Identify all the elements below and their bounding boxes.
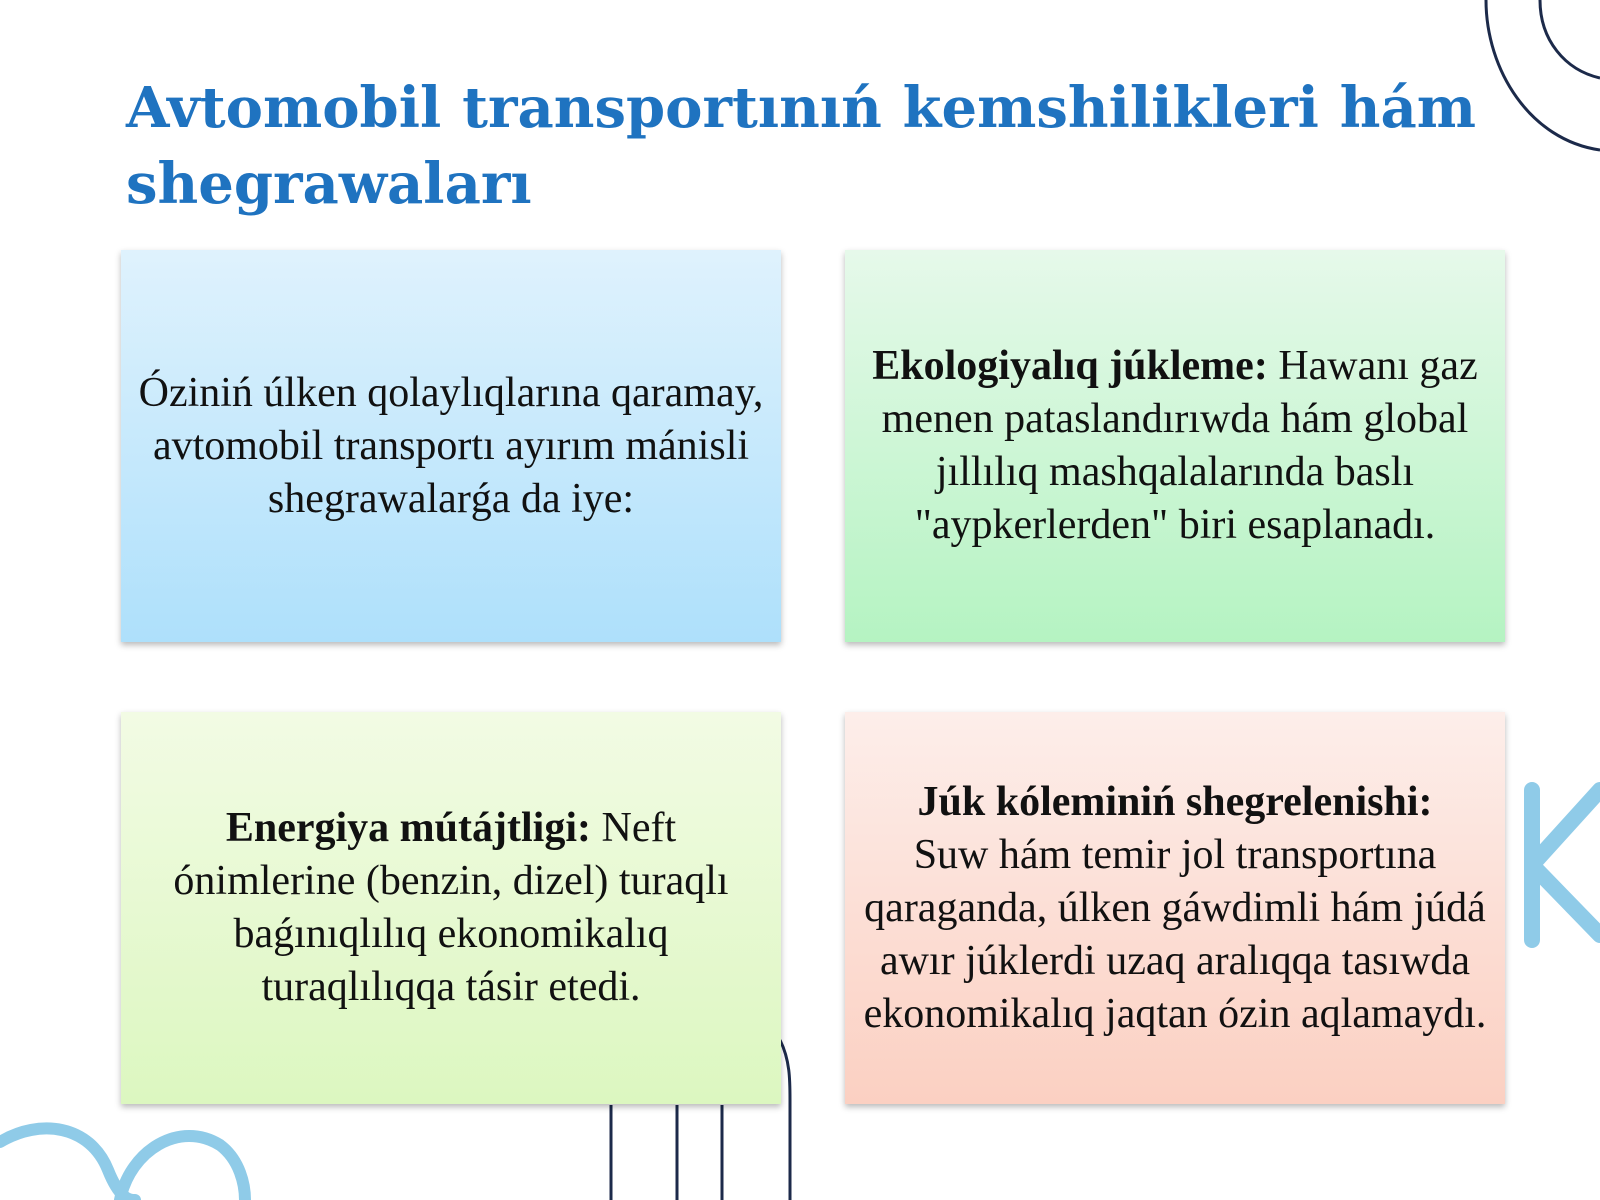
card-energy-dependence-heading: Energiya mútájtligi: [225, 805, 591, 851]
card-energy-dependence-text [137, 802, 765, 1014]
card-ecological-load [845, 250, 1505, 642]
card-energy-dependence-body: Neft ónimlerine (benzin, dizel) turaqlı baǵınıqlılıq ekonomikalıq turaqlılıqqa tásir etedi. [173, 805, 729, 1010]
card-ecological-load-text [861, 340, 1489, 552]
decor-arc-inner [1540, 0, 1600, 78]
card-ecological-load-heading: Ekologiyalıq júkleme: [872, 343, 1268, 389]
decor-wave [0, 1128, 245, 1200]
card-intro-text [137, 367, 765, 526]
slide-title: Avtomobil transportınıń kemshilikleri hám shegrawaları [126, 75, 1476, 217]
card-intro-body: Óziniń úlken qolaylıqlarına qaramay, avtomobil transportı ayırım mánisli shegrawalarǵa da iye: [138, 369, 764, 522]
card-cargo-limit [845, 712, 1505, 1104]
card-cargo-limit-heading: Júk kóleminiń shegrelenishi: [917, 778, 1433, 825]
card-energy-dependence [121, 712, 781, 1104]
decor-line-curve [780, 1040, 790, 1200]
decor-k-shape [1532, 790, 1600, 940]
card-cargo-limit-body: Suw hám temir jol transportına qaraganda, úlken gáwdimli hám júdá awır júklerdi uzaq aralıqqa tasıwda ekonomikalıq jaqtan ózin aqlamaydı. [863, 831, 1487, 1037]
card-ecological-load-body: Hawanı gaz menen pataslandırıwda hám global jıllılıq mashqalalarında baslı "aypkerlerden" biri esaplanadı. [881, 343, 1478, 548]
card-cargo-limit-text [861, 776, 1489, 1041]
card-intro [121, 250, 781, 642]
